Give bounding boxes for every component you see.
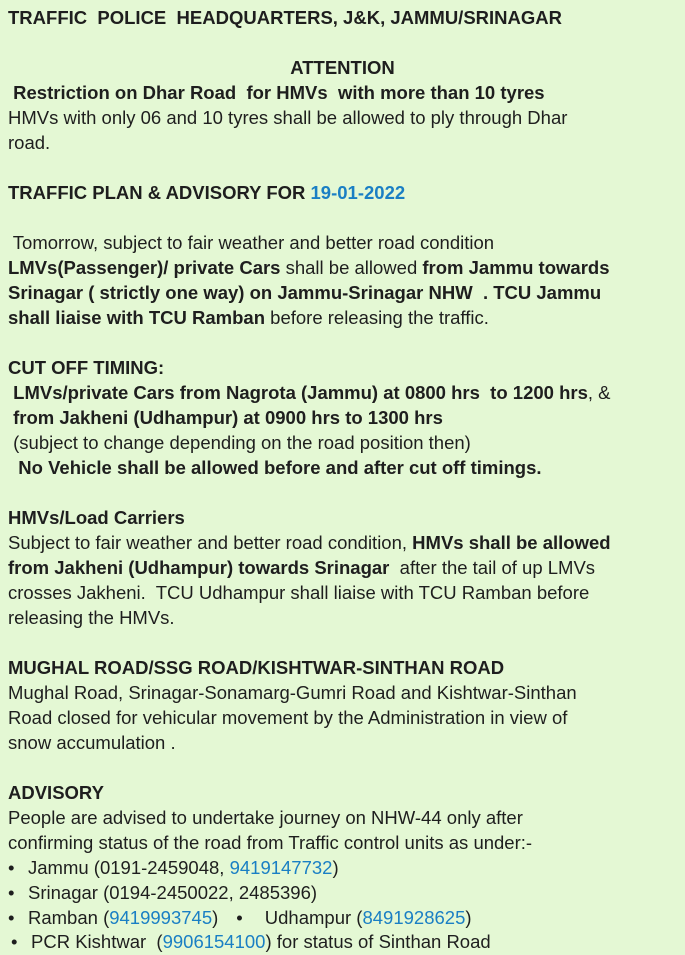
plan-date: 19-01-2022 — [310, 182, 406, 203]
attention-title: ATTENTION — [290, 57, 395, 78]
hmv-title: HMVs/Load Carriers — [8, 507, 185, 528]
pcr-text: PCR Kishtwar ( — [31, 931, 163, 952]
plan-liaise-text: shall liaise with TCU Ramban — [8, 307, 266, 328]
bullet-icon: • — [11, 931, 18, 952]
bullet-icon: • — [8, 907, 15, 928]
hmv-condition-text: Subject to fair weather and better road condition, — [8, 532, 413, 553]
mughal-line-3: snow accumulation . — [8, 732, 176, 753]
plan-lmv-text: LMVs(Passenger)/ private Cars — [8, 257, 281, 278]
plan-release-text: before releasing the traffic. — [265, 307, 489, 328]
hmv-line-4: releasing the HMVs. — [8, 607, 175, 628]
udhampur-close: ) — [465, 907, 472, 928]
ramban-close: ) — [212, 907, 219, 928]
bullet-icon: • — [236, 907, 243, 928]
plan-paragraph-1: Tomorrow, subject to fair weather and better road condition — [8, 232, 495, 253]
jammu-text: Jammu (0191-2459048, — [28, 857, 230, 878]
cutoff-line-3: (subject to change depending on the road position then) — [8, 432, 471, 453]
cutoff-amp-text: , & — [587, 382, 611, 403]
advisory-line-1: People are advised to undertake journey on NHW-44 only after — [8, 807, 523, 828]
advisory-title: ADVISORY — [8, 782, 104, 803]
hmv-line-1 — [8, 530, 611, 555]
bullet-icon: • — [8, 857, 15, 878]
udhampur-phone-link[interactable]: 8491928625 — [362, 907, 466, 928]
cutoff-line-1 — [8, 380, 611, 405]
plan-route-text: from Jammu towards — [422, 257, 610, 278]
hmv-line-3: crosses Jakheni. TCU Udhampur shall liaise with TCU Ramban before — [8, 582, 590, 603]
plan-title — [8, 180, 405, 205]
mughal-line-2: Road closed for vehicular movement by the Administration in view of — [8, 707, 568, 728]
pcr-phone-link[interactable]: 9906154100 — [162, 931, 266, 952]
jammu-close: ) — [332, 857, 339, 878]
srinagar-text: Srinagar (0194-2450022, 2485396) — [28, 882, 318, 903]
udhampur-text: Udhampur ( — [264, 907, 363, 928]
plan-paragraph-4 — [8, 305, 489, 330]
list-item-ramban — [8, 905, 472, 930]
plan-allowed-text: shall be allowed — [280, 257, 423, 278]
cutoff-title: CUT OFF TIMING: — [8, 357, 165, 378]
advisory-line-2: confirming status of the road from Traffic control units as under:- — [8, 832, 533, 853]
hmv-route-text: from Jakheni (Udhampur) towards Srinagar — [8, 557, 390, 578]
restriction-text: HMVs with only 06 and 10 tyres shall be allowed to ply through Dhar — [8, 107, 568, 128]
page-header: TRAFFIC POLICE HEADQUARTERS, J&K, JAMMU/SRINAGAR — [8, 7, 562, 28]
restriction-text-2: road. — [8, 132, 51, 153]
plan-paragraph-3: Srinagar ( strictly one way) on Jammu-Srinagar NHW . TCU Jammu — [8, 282, 602, 303]
bullet-icon: • — [8, 882, 15, 903]
restriction-heading: Restriction on Dhar Road for HMVs with more than 10 tyres — [8, 82, 545, 103]
hmv-line-2 — [8, 555, 595, 580]
list-item-srinagar — [8, 880, 317, 905]
list-item-pcr-kishtwar — [11, 929, 491, 954]
list-item-jammu — [8, 855, 339, 880]
plan-paragraph-2 — [8, 255, 610, 280]
mughal-line-1: Mughal Road, Srinagar-Sonamarg-Gumri Road and Kishtwar-Sinthan — [8, 682, 577, 703]
ramban-text: Ramban ( — [28, 907, 110, 928]
hmv-tail-text: after the tail of up LMVs — [389, 557, 596, 578]
mughal-title: MUGHAL ROAD/SSG ROAD/KISHTWAR-SINTHAN ROAD — [8, 657, 505, 678]
jammu-phone-link[interactable]: 9419147732 — [229, 857, 333, 878]
cutoff-nagrota-text: LMVs/private Cars from Nagrota (Jammu) at 0800 hrs to 1200 hrs — [8, 382, 588, 403]
plan-title-text: TRAFFIC PLAN & ADVISORY FOR — [8, 182, 311, 203]
cutoff-line-4: No Vehicle shall be allowed before and after cut off timings. — [8, 457, 542, 478]
hmv-allowed-text: HMVs shall be allowed — [412, 532, 611, 553]
cutoff-line-2: from Jakheni (Udhampur) at 0900 hrs to 1300 hrs — [8, 407, 443, 428]
pcr-close: ) for status of Sinthan Road — [265, 931, 491, 952]
ramban-phone-link[interactable]: 9419993745 — [109, 907, 213, 928]
